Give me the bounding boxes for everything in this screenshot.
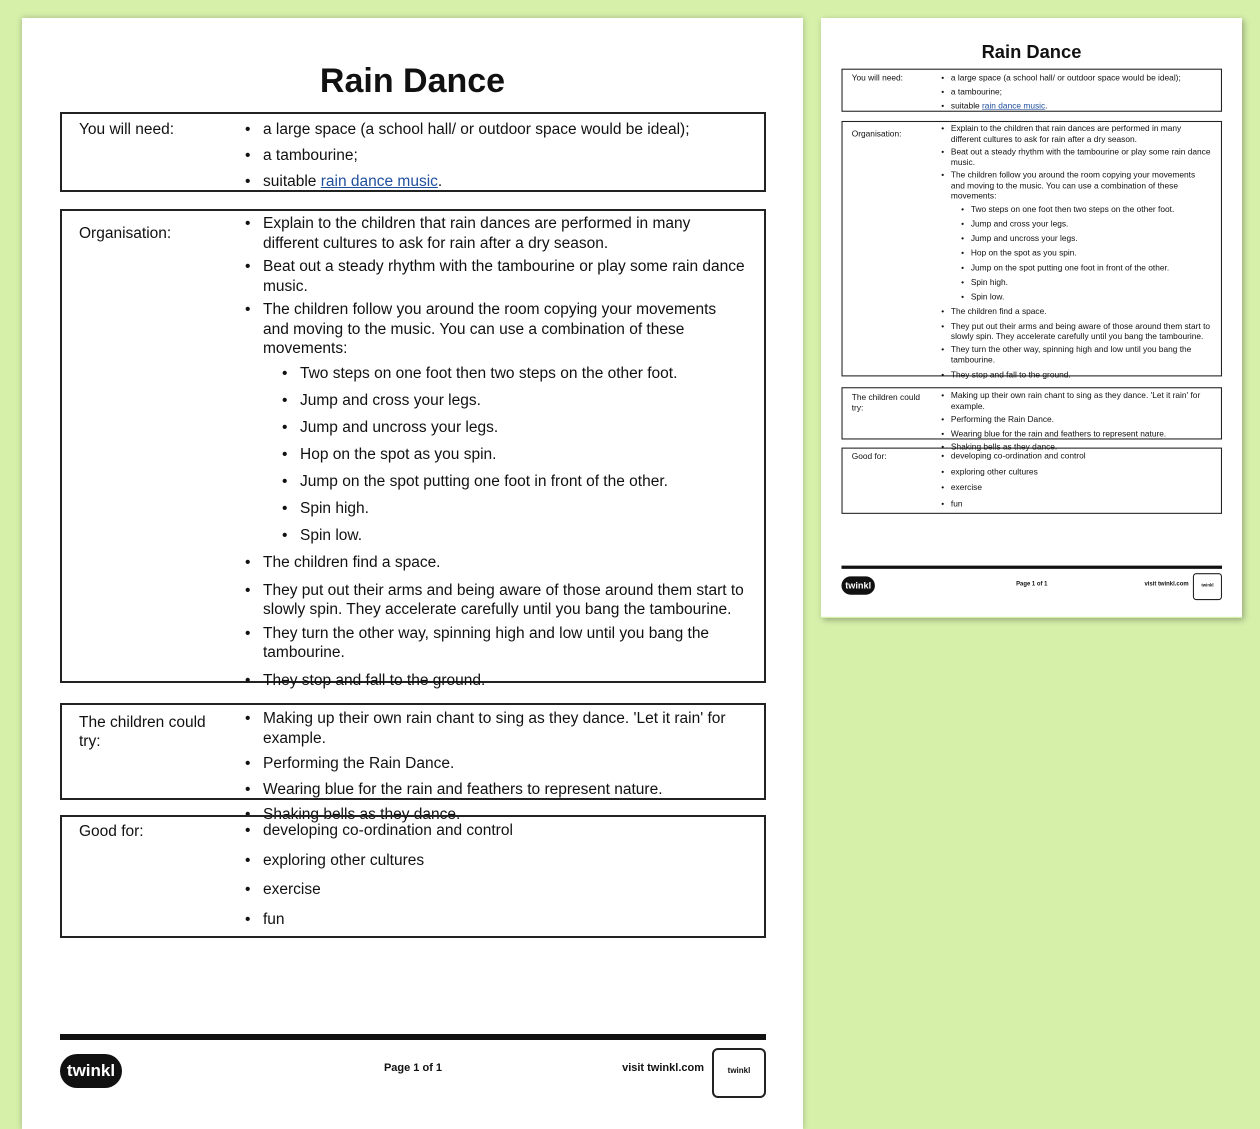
- visit-link[interactable]: visit twinkl.com: [1144, 580, 1189, 588]
- visit-link[interactable]: visit twinkl.com: [622, 1062, 704, 1074]
- document-title: Rain Dance: [981, 41, 1082, 63]
- list-item: • Wearing blue for the rain and feathers to represent nature.: [941, 428, 1221, 439]
- movement-item: • Spin high.: [282, 499, 745, 519]
- list-item: [245, 172, 745, 192]
- list-item: • They turn the other way, spinning high and low until you bang the tambourine.: [245, 624, 745, 663]
- list-item: • exploring other cultures: [941, 467, 1211, 478]
- section-label: Organisation:: [79, 225, 172, 242]
- movement-item: • Jump and cross your legs.: [282, 391, 745, 411]
- page-number: Page 1 of 1: [383, 1062, 443, 1074]
- list-item: • fun: [941, 499, 1211, 510]
- list-item: [245, 300, 745, 545]
- list-item: • exploring other cultures: [245, 851, 745, 871]
- list-item: • They put out their arms and being aware of those around them start to slowly spin. They accelerate carefully until you bang the tambourine.: [941, 321, 1211, 342]
- movement-item: • Spin low.: [961, 292, 1211, 303]
- quality-badge-icon: twinkl: [1193, 573, 1222, 600]
- list-item: • They put out their arms and being aware of those around them start to slowly spin. They accelerate carefully until you bang the tambourine.: [245, 581, 745, 620]
- text: .: [437, 173, 443, 190]
- list-item: • Shaking bells as they dance.: [245, 805, 765, 825]
- page-footer: [60, 1034, 766, 1100]
- list-item: • Beat out a steady rhythm with the tambourine or play some rain dance music.: [245, 257, 745, 296]
- list-item: • Making up their own rain chant to sing as they dance. 'Let it rain' for example.: [245, 709, 765, 748]
- list-item: • Performing the Rain Dance.: [941, 415, 1221, 426]
- full-page-thumbnail: [821, 18, 1242, 618]
- list-item: • Performing the Rain Dance.: [245, 754, 765, 774]
- movement-item: • Spin high.: [961, 277, 1211, 288]
- could-try-section: [60, 703, 766, 823]
- movements-list: [961, 204, 1211, 302]
- list-item: • fun: [245, 910, 745, 930]
- list-item: • Shaking bells as they dance.: [941, 442, 1221, 453]
- text: suitable: [263, 173, 321, 190]
- text: .: [1045, 101, 1048, 111]
- document-page-thumbnail: [821, 18, 1242, 617]
- list-item: • developing co-ordination and control: [941, 451, 1211, 462]
- list-item: [941, 170, 1211, 302]
- organisation-section: [60, 209, 766, 689]
- movement-item: • Jump and uncross your legs.: [282, 418, 745, 438]
- list-item: • Wearing blue for the rain and feathers to represent nature.: [245, 780, 765, 800]
- section-label: You will need:: [851, 73, 903, 83]
- movement-item: • Jump and cross your legs.: [961, 219, 1211, 230]
- organisation-section: [841, 121, 1222, 380]
- movement-item: • Hop on the spot as you spin.: [961, 248, 1211, 259]
- rain-dance-music-link[interactable]: rain dance music: [982, 101, 1046, 111]
- list-item: • a tambourine;: [245, 146, 745, 166]
- movement-item: • Hop on the spot as you spin.: [282, 445, 745, 465]
- document-page-preview: [22, 18, 803, 1129]
- quality-badge-icon: twinkl: [712, 1048, 766, 1098]
- movement-item: • Spin low.: [282, 526, 745, 546]
- section-label: The children could try:: [79, 714, 206, 750]
- list-item: • The children find a space.: [245, 553, 745, 573]
- list-item: • developing co-ordination and control: [245, 821, 745, 841]
- twinkl-logo: twinkl: [841, 576, 874, 594]
- list-item: • a tambourine;: [941, 87, 1211, 98]
- list-item: • The children find a space.: [941, 306, 1211, 317]
- section-label: Organisation:: [851, 129, 902, 139]
- text: The children follow you around the room copying your movements and moving to the music. You can use a combination of these movements:: [950, 170, 1196, 201]
- list-item: [941, 101, 1211, 112]
- list-item: • exercise: [245, 880, 745, 900]
- list-item: • They turn the other way, spinning high and low until you bang the tambourine.: [941, 344, 1211, 365]
- list-item: • exercise: [941, 483, 1211, 494]
- you-will-need-section: [60, 112, 766, 192]
- twinkl-logo: twinkl: [60, 1054, 122, 1088]
- text: The children follow you around the room copying your movements and moving to the music. You can use a combination of these movements:: [263, 301, 717, 357]
- list-item: • Beat out a steady rhythm with the tambourine or play some rain dance music.: [941, 147, 1211, 168]
- list-item: • Explain to the children that rain dances are performed in many different cultures to ask for rain after a dry season.: [941, 124, 1211, 145]
- section-label: The children could try:: [851, 393, 920, 413]
- movement-item: • Jump and uncross your legs.: [961, 233, 1211, 244]
- list-item: • Explain to the children that rain dances are performed in many different cultures to ask for rain after a dry season.: [245, 214, 745, 253]
- good-for-section: [841, 448, 1222, 514]
- section-label: Good for:: [851, 451, 887, 462]
- list-item: • a large space (a school hall/ or outdoor space would be ideal);: [941, 73, 1211, 84]
- page-number: Page 1 of 1: [1016, 580, 1048, 588]
- could-try-section: [841, 387, 1222, 452]
- you-will-need-section: [841, 69, 1222, 112]
- list-item: • They stop and fall to the ground.: [941, 370, 1211, 381]
- page-footer: [841, 566, 1222, 602]
- text: suitable: [950, 101, 983, 111]
- list-item: • Making up their own rain chant to sing as they dance. 'Let it rain' for example.: [941, 390, 1221, 411]
- list-item: • a large space (a school hall/ or outdoor space would be ideal);: [245, 120, 745, 140]
- list-item: • They stop and fall to the ground.: [245, 671, 745, 691]
- movements-list: [282, 364, 745, 546]
- rain-dance-music-link[interactable]: rain dance music: [320, 173, 438, 190]
- document-title: Rain Dance: [319, 62, 506, 100]
- movement-item: • Two steps on one foot then two steps on the other foot.: [282, 364, 745, 384]
- section-label: Good for:: [79, 823, 144, 840]
- section-label: You will need:: [79, 121, 175, 138]
- good-for-section: [60, 815, 766, 938]
- movement-item: • Jump on the spot putting one foot in front of the other.: [961, 262, 1211, 273]
- movement-item: • Two steps on one foot then two steps on the other foot.: [961, 204, 1211, 215]
- movement-item: • Jump on the spot putting one foot in front of the other.: [282, 472, 745, 492]
